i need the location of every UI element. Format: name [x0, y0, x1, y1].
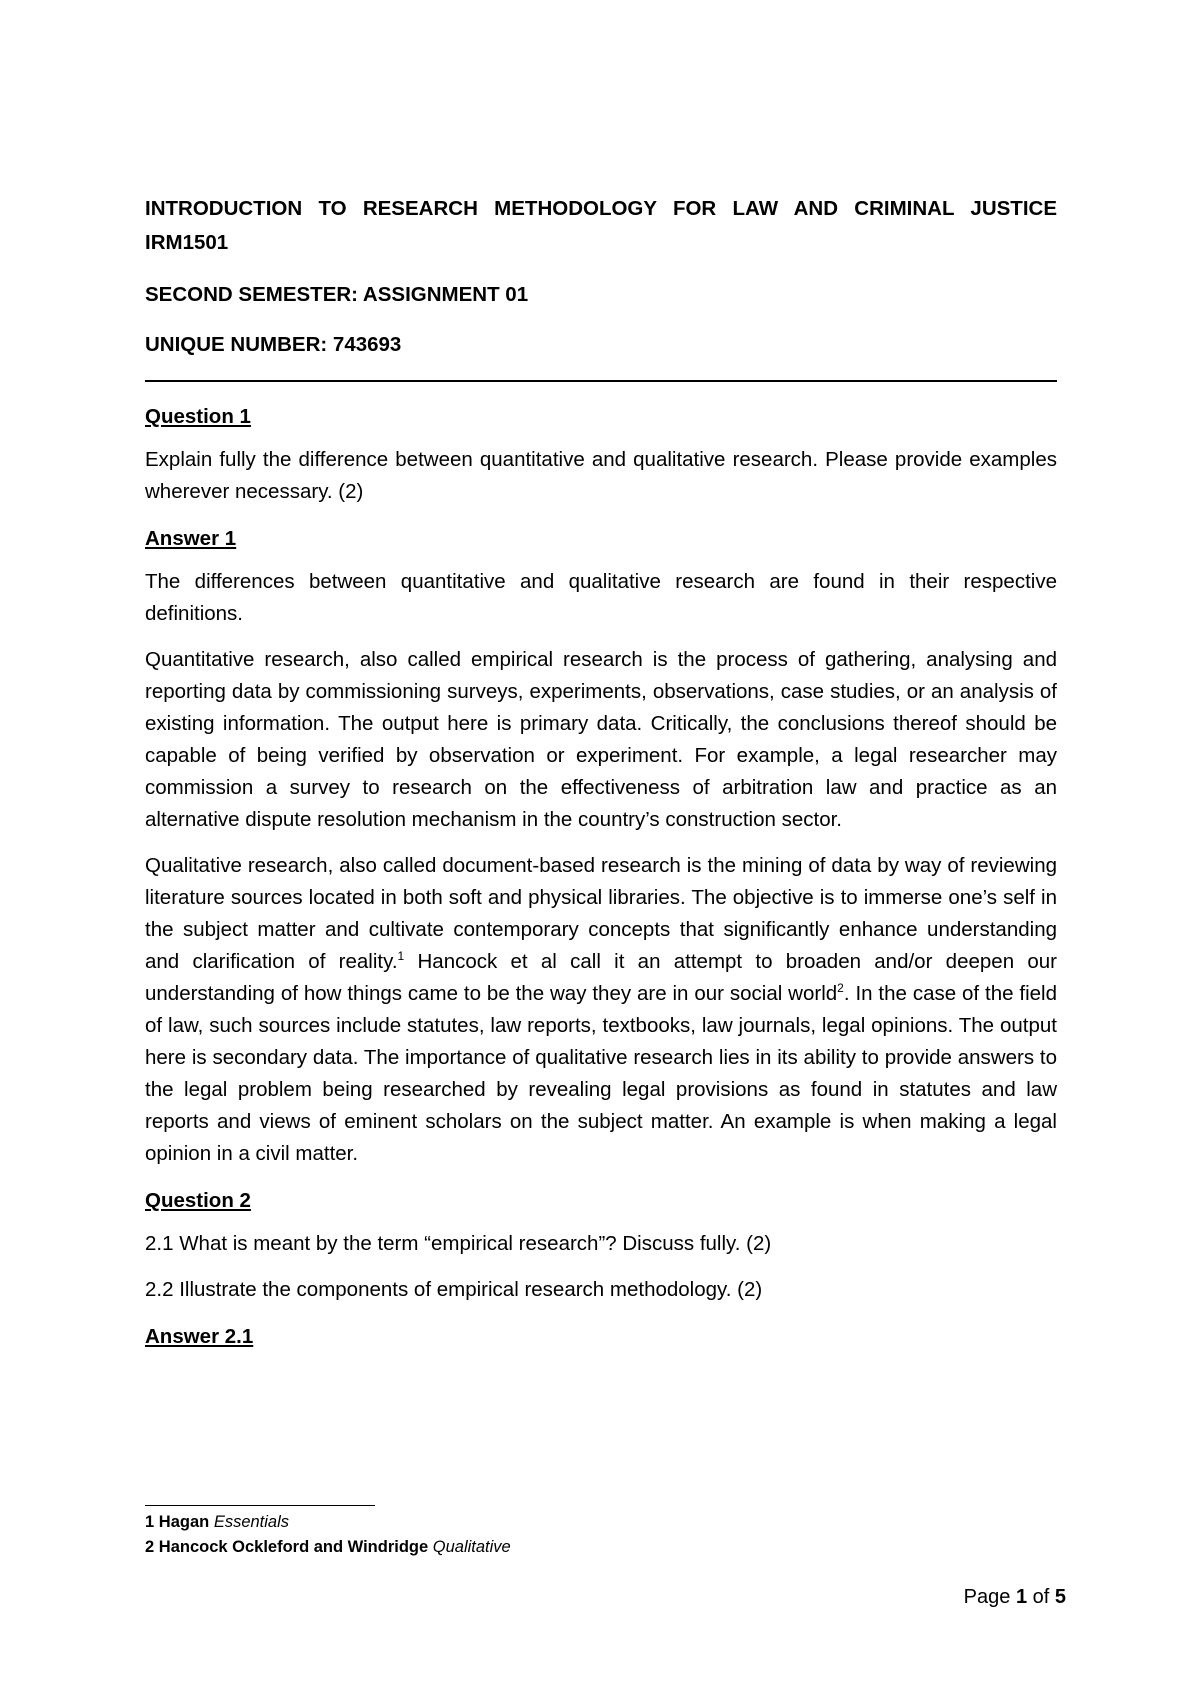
unique-number-line: UNIQUE NUMBER: 743693	[145, 333, 402, 356]
footnote-2	[145, 1535, 511, 1560]
semester-line: SECOND SEMESTER: ASSIGNMENT 01	[145, 283, 529, 306]
paragraph-3-part-c: . In the case of the field of law, such sources include statutes, law reports, textbooks, law journals, legal opinions. The output here is secondary data. The importance of qualitative research lies in its ability to provide answers to the legal problem being researched by revealing legal provisions as found in statutes and law reports and views of eminent scholars on the subject matter. An example is when making a legal opinion in a civil matter.	[145, 982, 1057, 1165]
footnote-ref-2[interactable]: 2	[837, 981, 844, 996]
question-1-text: Explain fully the difference between quantitative and qualitative research. Please provide examples wherever necessary. (2)	[145, 448, 1057, 503]
question-2-heading: Question 2	[145, 1189, 251, 1212]
answer-1-paragraph-1: The differences between quantitative and qualitative research are found in their respective definitions.	[145, 570, 1057, 625]
question-2-1-text: 2.1 What is meant by the term “empirical research”? Discuss fully. (2)	[145, 1232, 772, 1255]
paragraph-3-part-b: Hancock et al call it an attempt to broaden and/or deepen our understanding of how things came to be the way they are in our social world	[145, 950, 1057, 1005]
footnote-1-author: Hagan	[158, 1513, 210, 1531]
footnote-2-number: 2	[145, 1538, 155, 1556]
page-of-label: of	[1032, 1586, 1050, 1608]
page-label: Page	[963, 1586, 1011, 1608]
footnote-2-author: Hancock Ockleford and Windridge	[158, 1538, 429, 1556]
answer-1-heading: Answer 1	[145, 527, 237, 550]
document-body	[145, 192, 1057, 1364]
footnote-2-title: Qualitative	[432, 1538, 511, 1556]
footnotes	[145, 1510, 511, 1560]
footnote-ref-1[interactable]: 1	[397, 949, 405, 964]
footnote-separator	[145, 1505, 375, 1506]
paragraph-3-part-a: Qualitative research, also called document-based research is the mining of data by way of reviewing literature sources located in both soft and physical libraries. The objective is to immerse one’s self in the subject matter and cultivate contemporary concepts that significantly enhance understanding and clarification of reality.	[145, 854, 1057, 973]
page-number	[964, 1586, 1066, 1609]
answer-2-1-heading: Answer 2.1	[145, 1325, 254, 1348]
footnote-1-number: 1	[145, 1513, 155, 1531]
footnote-1	[145, 1510, 511, 1535]
answer-1-paragraph-2: Quantitative research, also called empirical research is the process of gathering, analysing and reporting data by commissioning surveys, experiments, observations, case studies, or an analysis of existing information. The output here is primary data. Critically, the conclusions thereof should be capable of being verified by observation or experiment. For example, a legal researcher may commission a survey to research on the effectiveness of arbitration law and practice as an alternative dispute resolution mechanism in the country’s construction sector.	[145, 648, 1057, 831]
header-divider	[145, 380, 1057, 382]
page-current: 1	[1015, 1586, 1028, 1608]
question-2-2-text: 2.2 Illustrate the components of empirical research methodology. (2)	[145, 1278, 763, 1301]
question-1-heading: Question 1	[145, 405, 251, 428]
footnote-1-title: Essentials	[213, 1513, 290, 1531]
course-code: IRM1501	[145, 231, 229, 254]
answer-1-paragraph-3	[145, 850, 1057, 1170]
document-title: INTRODUCTION TO RESEARCH METHODOLOGY FOR LAW AND CRIMINAL JUSTICE	[145, 197, 1057, 220]
page-total: 5	[1054, 1586, 1066, 1608]
